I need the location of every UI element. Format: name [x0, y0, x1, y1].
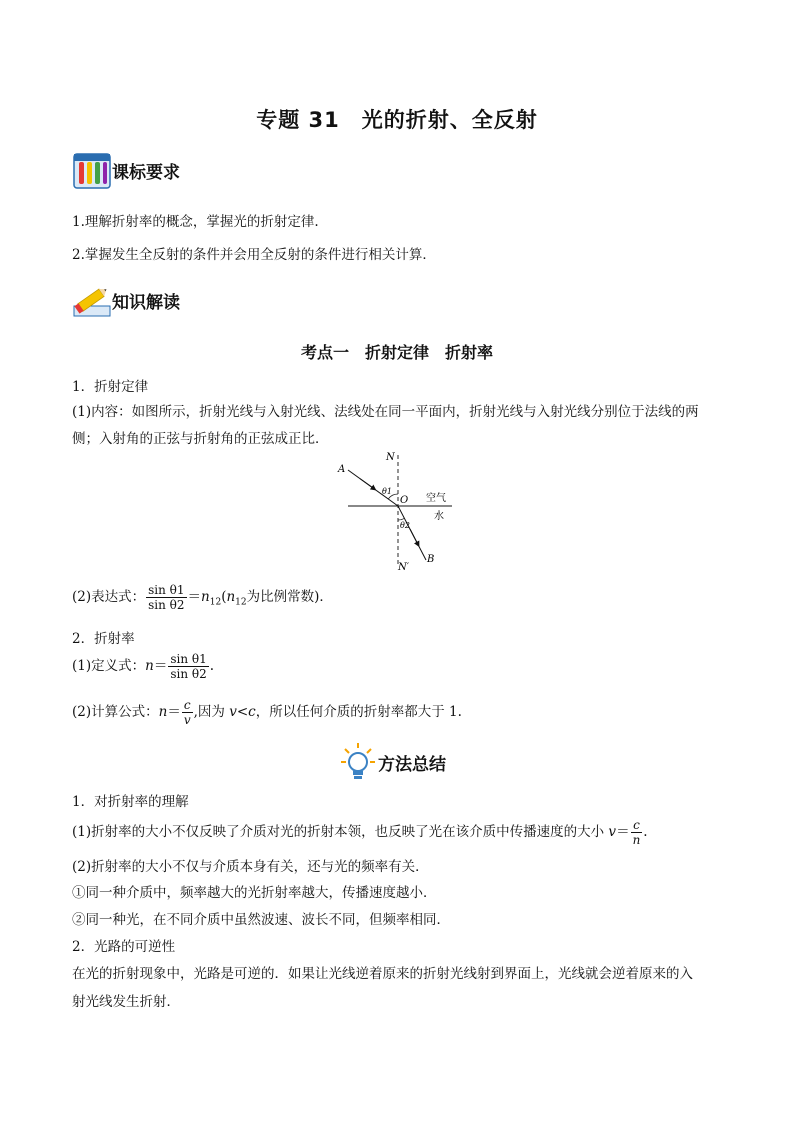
index-heading: 2．折射率: [72, 631, 135, 647]
label-Nprime: N′: [398, 562, 410, 573]
label-B: B: [427, 554, 435, 565]
expr-eq: ＝: [187, 589, 202, 605]
law-heading: 1．折射定律: [72, 379, 149, 395]
method-p1-fraction: [631, 818, 643, 847]
calc-den: v: [183, 713, 191, 727]
expr-prefix: (2)表达式：: [72, 589, 146, 605]
angle-arc-2: [398, 518, 404, 520]
def-n: n: [145, 658, 154, 674]
expr-num: sin θ1: [148, 583, 185, 597]
banner-kebiao: [72, 150, 232, 190]
def-den: sin θ2: [170, 667, 207, 681]
def-prefix: (1)定义式：: [72, 658, 146, 674]
method-h2: 2．光路的可逆性: [72, 939, 176, 955]
label-N: N: [386, 452, 395, 463]
method-h1: 1．对折射率的理解: [72, 794, 189, 810]
expr-sub2: 12: [235, 597, 247, 608]
kebiao-item-2: 2.掌握发生全反射的条件并会用全反射的条件进行相关计算．: [72, 247, 436, 263]
calc-prefix: (2)计算公式：: [72, 704, 159, 720]
index-definition: [72, 652, 214, 681]
method-p3: ①同一种介质中，频率越大的光折射率越大，传播速度越小．: [72, 885, 437, 901]
method-p1-text: (1)折射率的大小不仅反映了介质对光的折射本领，也反映了光在该介质中传播速度的大小: [72, 824, 609, 840]
method-p1-den: n: [632, 833, 641, 847]
calc-tail2: ，所以任何介质的折射率都大于 1.: [255, 704, 462, 720]
incident-arrow: [360, 479, 374, 489]
method-p2: (2)折射率的大小不仅与介质本身有关，还与光的频率有关．: [72, 859, 429, 875]
def-num: sin θ1: [170, 652, 207, 666]
def-end: .: [209, 658, 215, 674]
label-A: A: [338, 464, 346, 475]
expr-tail: 为比例常数)．: [246, 589, 333, 605]
expr-n: n: [201, 589, 210, 605]
method-p1-num: c: [631, 818, 643, 833]
banner-method: [340, 742, 480, 782]
method-p1-eq: ＝: [616, 824, 630, 840]
calc-eq: ＝: [167, 704, 181, 720]
expr-den: sin θ2: [148, 598, 185, 612]
calc-num: c: [182, 698, 193, 713]
label-water: 水: [434, 511, 444, 522]
label-air: 空气: [426, 493, 446, 504]
index-calculation: [72, 698, 462, 727]
method-p1-v: v: [608, 824, 617, 840]
label-O: O: [400, 495, 409, 506]
lightbulb-icon: [340, 742, 376, 782]
expr-paren: (: [221, 589, 227, 605]
kaodian-heading: 考点一 折射定律 折射率: [300, 343, 493, 362]
banner-kebiao-label: 课标要求: [112, 163, 180, 183]
method-p4: ②同一种光，在不同介质中虽然波速、波长不同，但频率相同．: [72, 912, 450, 928]
law-content-line1: (1)内容：如图所示，折射光线与入射光线、法线处在同一平面内，折射光线与入射光线分别位于法线的两: [72, 404, 699, 420]
label-theta2: θ2: [400, 521, 410, 530]
law-content-line2: 侧；入射角的正弦与折射角的正弦成正比．: [72, 431, 329, 447]
refracted-arrow: [410, 529, 418, 545]
calc-fraction: [182, 698, 193, 727]
banner-zhishi-label: 知识解读: [112, 293, 180, 313]
banner-zhishi: [72, 280, 232, 320]
calc-cond: v<c: [229, 704, 256, 720]
calc-tail1: ,因为: [193, 704, 230, 720]
calc-n: n: [158, 704, 168, 720]
method-p1: [72, 818, 648, 847]
method-p5-line2: 射光线发生折射．: [72, 994, 180, 1010]
method-p1-end: .: [643, 824, 648, 840]
pencil-icon: [72, 280, 112, 320]
def-fraction: [168, 652, 208, 681]
kebiao-item-1: 1.理解折射率的概念，掌握光的折射定律.: [72, 214, 319, 230]
label-theta1: θ1: [382, 487, 392, 496]
test-tubes-icon: [72, 150, 112, 190]
law-expression: [72, 583, 333, 612]
refraction-diagram: [330, 450, 470, 575]
expr-sub: 12: [209, 597, 222, 608]
expr-n2: n: [226, 589, 236, 605]
page-title: 专题 31 光的折射、全反射: [256, 108, 538, 132]
expr-fraction: [146, 583, 186, 612]
method-p5-line1: 在光的折射现象中，光路是可逆的．如果让光线逆着原来的折射光线射到界面上，光线就会逆着原来的入: [72, 966, 693, 982]
banner-method-label: 方法总结: [378, 755, 446, 775]
def-eq: ＝: [153, 658, 168, 674]
